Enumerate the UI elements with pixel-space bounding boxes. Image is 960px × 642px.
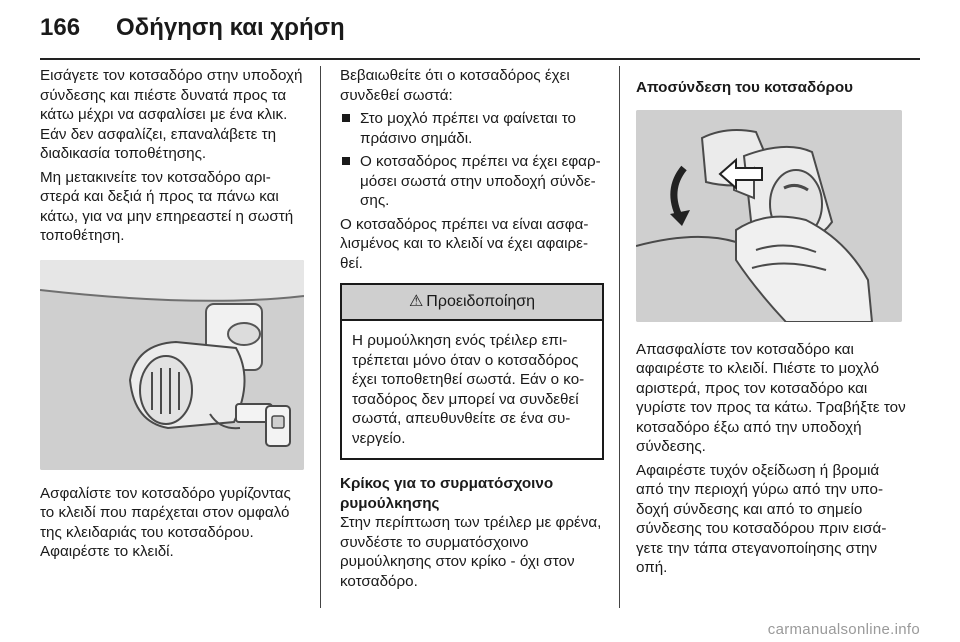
paragraph: Βεβαιωθείτε ότι ο κοτσαδόρος έχει συνδεθεί σωστά: — [340, 67, 570, 104]
page-number: 166 — [40, 14, 81, 41]
list-item: Στο μοχλό πρέπει να φαίνεται το πράσινο σημάδι. — [340, 109, 604, 148]
paragraph: Απασφαλίστε τον κοτσαδόρο και αφαιρέστε το κλειδί. Πιέστε το μοχλό αριστερά, προς τον κοτσαδόρο και γυρίστε τον προς τα κάτω. Τραβήξτε τον κοτσαδόρο έξω από την υποδοχή σύνδεσης. — [636, 340, 906, 455]
bullet-square-icon — [342, 157, 350, 165]
paragraph: Ο κοτσαδόρος πρέπει να είναι ασφαλισμένος και το κλειδί να έχει αφαιρεθεί. — [340, 215, 589, 272]
figure-caption: Ασφαλίστε τον κοτσαδόρο γυρίζοντας το κλειδί που παρέχεται στον ομφαλό της κλειδαριάς του κοτσαδόρου. Αφαιρέστε το κλειδί. — [40, 484, 291, 560]
header-rule — [40, 58, 920, 60]
warning-triangle-icon: ⚠ — [408, 293, 424, 311]
warning-header — [342, 285, 602, 321]
warning-title: Προειδοποίηση — [426, 293, 536, 311]
warning-box — [340, 283, 604, 460]
figure-towbar-removal — [636, 110, 902, 322]
page-header — [40, 14, 345, 54]
column-divider-1 — [320, 66, 321, 608]
column-3 — [636, 66, 908, 582]
bullet-square-icon — [342, 114, 350, 122]
paragraph: Αφαιρέστε τυχόν οξείδωση ή βρομιά από την περιοχή γύρω από την υποδοχή σύνδεσης και από το σημείο σύνδεσης του κοτσαδόρου πριν εισάγετε την τάπα στεγανοποίησης στην οπή. — [636, 461, 887, 576]
towbar-lock-illustration — [40, 260, 304, 470]
column-divider-2 — [619, 66, 620, 608]
paragraph: Εισάγετε τον κοτσαδόρο στην υποδοχή σύνδεσης και πιέστε δυνατά προς τα κάτω μέχρι να ασφαλίσει με ένα κλικ. Εάν δεν ασφαλίζει, επαναλάβετε τη διαδικασία τοποθέτησης. — [40, 67, 303, 162]
paragraph: Μη μετακινείτε τον κοτσαδόρο αριστερά και δεξιά ή προς τα πάνω και κάτω, για να μην επηρεαστεί η σωστή τοποθέτηση. — [40, 168, 294, 244]
towbar-removal-illustration — [636, 110, 902, 322]
watermark: carmanualsonline.info — [767, 621, 920, 638]
bullet-list — [340, 109, 604, 211]
figure-towbar-locking — [40, 260, 304, 470]
warning-body: Η ρυμούλκηση ενός τρέιλερ επιτρέπεται μόνο όταν ο κοτσαδόρος έχει τοποθετηθεί σωστά. Εάν ο κοτσαδόρος δεν μπορεί να συνδεθεί σωστά, απευθυνθείτε σε ένα συνεργείο. — [352, 332, 585, 447]
column-2 — [340, 66, 604, 595]
column-1 — [40, 66, 304, 566]
section-subheading: Κρίκος για το συρματόσχοινο ρυμούλκησης — [340, 475, 554, 512]
paragraph: Στην περίπτωση των τρέιλερ με φρένα, συνδέστε το συρματόσχοινο ρυμούλκησης στον κρίκο - όχι στον κοτσαδόρο. — [340, 514, 602, 590]
section-heading: Αποσύνδεση του κοτσαδόρου — [636, 79, 854, 96]
chapter-title: Οδήγηση και χρήση — [116, 14, 345, 41]
list-item: Ο κοτσαδόρος πρέπει να έχει εφαρμόσει σωστά στην υποδοχή σύνδεσης. — [340, 152, 604, 211]
